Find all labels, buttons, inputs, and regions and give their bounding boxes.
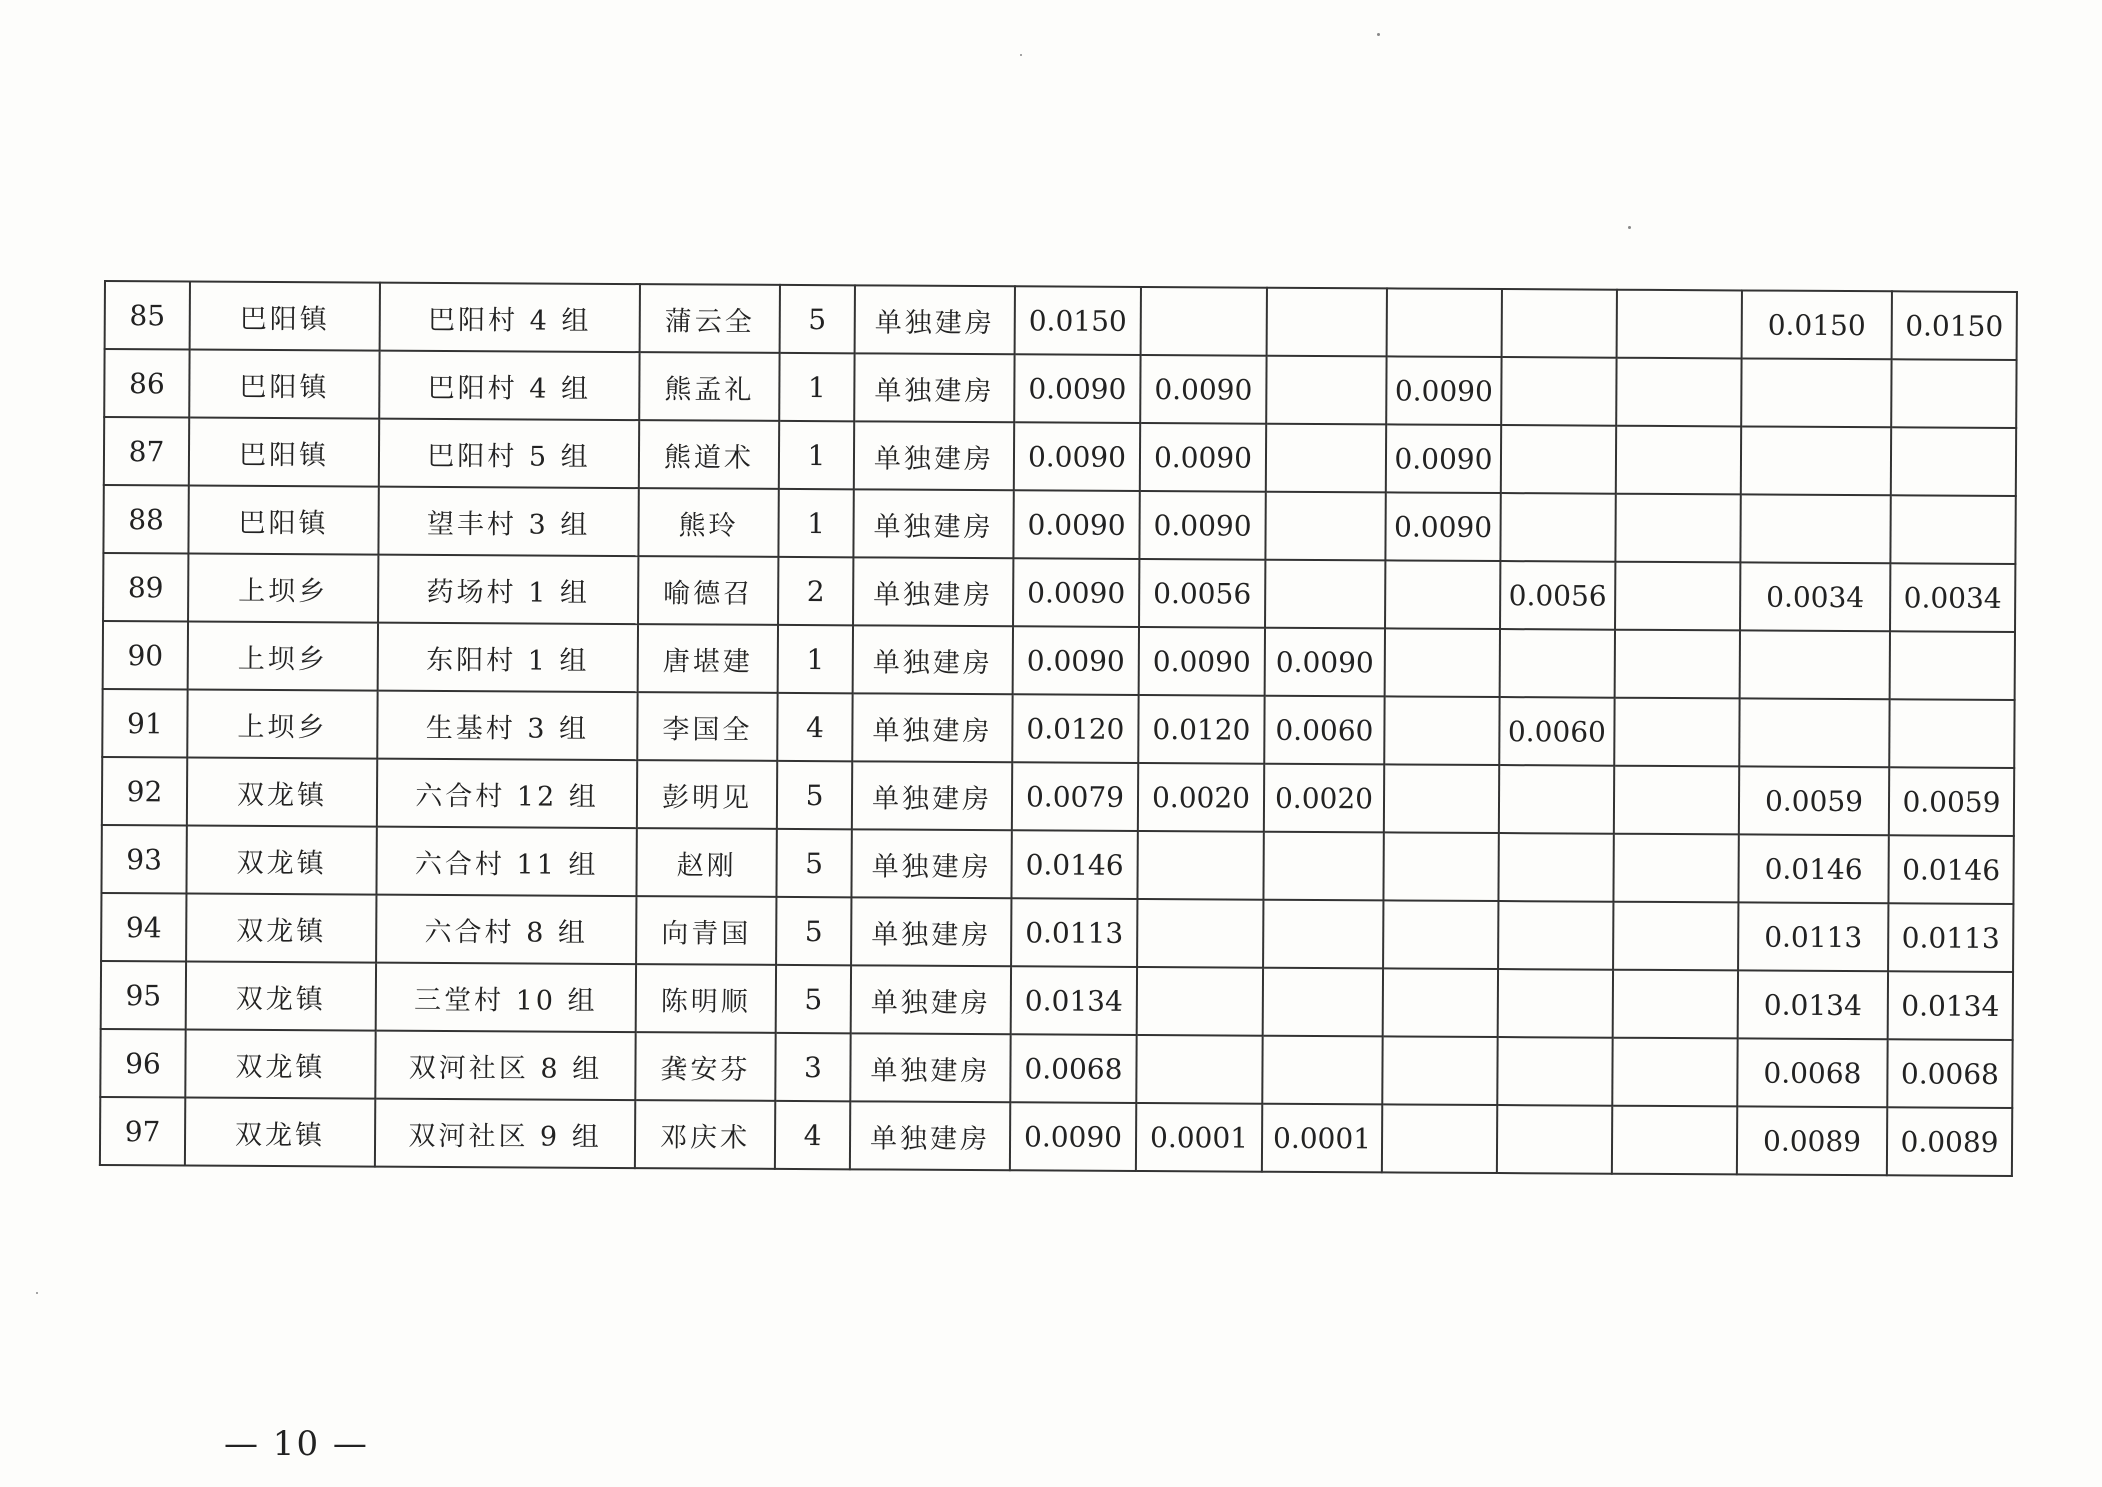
value-cell: 0.0090: [1013, 626, 1139, 695]
village-group-cell: 六合村 11 组: [376, 827, 636, 896]
row-number-cell: 94: [101, 893, 186, 961]
name-cell: 熊孟礼: [639, 352, 779, 421]
row-number-cell: 95: [101, 961, 186, 1029]
value-cell: 0.0090: [1265, 628, 1385, 697]
persons-cell: 2: [778, 557, 853, 625]
value-cell: 0.0150: [1742, 290, 1892, 359]
row-number-cell: 88: [103, 485, 188, 553]
value-cell: 0.0079: [1012, 762, 1138, 831]
value-cell: 0.0113: [1738, 902, 1888, 971]
value-cell: 0.0056: [1139, 559, 1265, 628]
town-cell: 巴阳镇: [190, 281, 380, 350]
town-cell: 巴阳镇: [189, 349, 379, 418]
name-cell: 龚安芬: [635, 1032, 775, 1101]
persons-cell: 4: [775, 1101, 850, 1169]
value-cell: [1497, 1105, 1612, 1174]
table-row: [100, 1097, 2012, 1176]
value-cell: 0.0090: [1140, 423, 1266, 492]
value-cell: [1385, 560, 1500, 629]
town-cell: 双龙镇: [187, 757, 377, 826]
value-cell: 0.0068: [1737, 1038, 1887, 1107]
row-number-cell: 87: [104, 417, 189, 485]
value-cell: [1739, 698, 1889, 767]
value-cell: [1382, 1104, 1497, 1173]
name-cell: 邓庆术: [635, 1100, 775, 1169]
value-cell: 0.0120: [1012, 694, 1138, 763]
value-cell: 0.0134: [1738, 970, 1888, 1039]
town-cell: 双龙镇: [186, 893, 376, 962]
value-cell: [1500, 493, 1615, 562]
town-cell: 双龙镇: [185, 1097, 375, 1166]
value-cell: [1136, 1035, 1262, 1104]
town-cell: 上坝乡: [188, 553, 378, 622]
town-cell: 上坝乡: [188, 621, 378, 690]
value-cell: [1387, 288, 1502, 357]
value-cell: 0.0150: [1015, 286, 1141, 355]
value-cell: [1613, 970, 1738, 1039]
value-cell: [1615, 630, 1740, 699]
build-type-cell: 单独建房: [851, 829, 1011, 898]
value-cell: [1384, 764, 1499, 833]
value-cell: [1616, 426, 1741, 495]
build-type-cell: 单独建房: [850, 1033, 1010, 1102]
page-number: — 10 —: [224, 1424, 369, 1464]
persons-cell: 1: [778, 625, 853, 693]
value-cell: 0.0089: [1887, 1107, 2012, 1176]
table-body: [100, 281, 2017, 1176]
value-cell: 0.0020: [1138, 763, 1264, 832]
value-cell: 0.0146: [1011, 830, 1137, 899]
value-cell: [1263, 900, 1383, 969]
table-row: [102, 689, 2014, 768]
town-cell: 上坝乡: [187, 689, 377, 758]
row-number-cell: 96: [100, 1029, 185, 1097]
scan-speck: [36, 1292, 38, 1294]
village-group-cell: 巴阳村 4 组: [380, 283, 640, 352]
name-cell: 彭明见: [637, 760, 777, 829]
value-cell: [1266, 356, 1386, 425]
value-cell: 0.0090: [1140, 355, 1266, 424]
village-group-cell: 双河社区 9 组: [375, 1099, 635, 1168]
build-type-cell: 单独建房: [850, 1101, 1010, 1170]
build-type-cell: 单独建房: [852, 761, 1012, 830]
table-row: [101, 825, 2013, 904]
value-cell: [1502, 289, 1617, 358]
value-cell: 0.0146: [1738, 834, 1888, 903]
row-number-cell: 85: [105, 281, 190, 349]
value-cell: [1383, 968, 1498, 1037]
village-group-cell: 双河社区 8 组: [375, 1031, 635, 1100]
table-row: [105, 281, 2017, 360]
scan-speck: [1020, 54, 1022, 56]
value-cell: [1890, 495, 2015, 564]
village-group-cell: 三堂村 10 组: [376, 963, 636, 1032]
value-cell: 0.0113: [1888, 903, 2013, 972]
village-group-cell: 六合村 12 组: [377, 759, 637, 828]
value-cell: [1501, 425, 1616, 494]
name-cell: 唐堪建: [638, 624, 778, 693]
value-cell: [1612, 1038, 1737, 1107]
value-cell: [1889, 699, 2014, 768]
value-cell: [1613, 834, 1738, 903]
village-group-cell: 药场村 1 组: [378, 555, 638, 624]
scan-speck: [1628, 226, 1631, 229]
value-cell: 0.0090: [1013, 490, 1139, 559]
value-cell: 0.0134: [1011, 966, 1137, 1035]
row-number-cell: 97: [100, 1097, 185, 1165]
name-cell: 赵刚: [636, 828, 776, 897]
value-cell: [1265, 560, 1385, 629]
value-cell: 0.0120: [1138, 695, 1264, 764]
town-cell: 双龙镇: [186, 825, 376, 894]
value-cell: [1891, 359, 2016, 428]
value-cell: 0.0090: [1386, 424, 1501, 493]
value-cell: 0.0090: [1014, 422, 1140, 491]
value-cell: 0.0059: [1739, 766, 1889, 835]
value-cell: [1615, 562, 1740, 631]
value-cell: 0.0113: [1011, 898, 1137, 967]
value-cell: [1497, 1037, 1612, 1106]
value-cell: [1263, 968, 1383, 1037]
name-cell: 喻德召: [638, 556, 778, 625]
table-row: [104, 349, 2016, 428]
value-cell: 0.0134: [1888, 971, 2013, 1040]
value-cell: 0.0060: [1499, 697, 1614, 766]
persons-cell: 5: [777, 761, 852, 829]
value-cell: 0.0089: [1737, 1106, 1887, 1175]
value-cell: 0.0090: [1386, 356, 1501, 425]
value-cell: [1741, 426, 1891, 495]
value-cell: 0.0001: [1262, 1104, 1382, 1173]
value-cell: [1616, 358, 1741, 427]
row-number-cell: 91: [102, 689, 187, 757]
value-cell: 0.0090: [1010, 1102, 1136, 1171]
value-cell: 0.0090: [1014, 354, 1140, 423]
build-type-cell: 单独建房: [854, 421, 1014, 490]
value-cell: 0.0068: [1010, 1034, 1136, 1103]
name-cell: 向青国: [636, 896, 776, 965]
village-group-cell: 巴阳村 5 组: [379, 419, 639, 488]
value-cell: 0.0090: [1385, 492, 1500, 561]
build-type-cell: 单独建房: [852, 693, 1012, 762]
town-cell: 巴阳镇: [189, 417, 379, 486]
build-type-cell: 单独建房: [853, 557, 1013, 626]
value-cell: 0.0020: [1264, 764, 1384, 833]
table-row: [103, 485, 2015, 564]
persons-cell: 5: [776, 965, 851, 1033]
value-cell: 0.0001: [1136, 1103, 1262, 1172]
persons-cell: 3: [775, 1033, 850, 1101]
value-cell: [1613, 902, 1738, 971]
value-cell: [1498, 833, 1613, 902]
persons-cell: 5: [776, 829, 851, 897]
value-cell: [1141, 287, 1267, 356]
value-cell: [1740, 630, 1890, 699]
land-use-table: [99, 280, 2018, 1177]
table-row: [100, 1029, 2012, 1108]
village-group-cell: 望丰村 3 组: [378, 487, 638, 556]
table-row: [101, 961, 2013, 1040]
value-cell: [1137, 831, 1263, 900]
value-cell: [1267, 288, 1387, 357]
value-cell: 0.0059: [1889, 767, 2014, 836]
row-number-cell: 90: [103, 621, 188, 689]
value-cell: 0.0090: [1139, 491, 1265, 560]
value-cell: [1265, 492, 1385, 561]
build-type-cell: 单独建房: [853, 625, 1013, 694]
build-type-cell: 单独建房: [853, 489, 1013, 558]
value-cell: [1740, 494, 1890, 563]
value-cell: [1383, 900, 1498, 969]
row-number-cell: 93: [101, 825, 186, 893]
village-group-cell: 生基村 3 组: [377, 691, 637, 760]
name-cell: 熊道术: [639, 420, 779, 489]
value-cell: [1615, 494, 1740, 563]
value-cell: [1890, 631, 2015, 700]
row-number-cell: 92: [102, 757, 187, 825]
value-cell: [1498, 969, 1613, 1038]
value-cell: 0.0090: [1139, 627, 1265, 696]
village-group-cell: 巴阳村 4 组: [379, 351, 639, 420]
value-cell: 0.0034: [1740, 562, 1890, 631]
value-cell: 0.0034: [1890, 563, 2015, 632]
scan-speck: [1377, 33, 1380, 36]
value-cell: [1266, 424, 1386, 493]
value-cell: [1614, 766, 1739, 835]
build-type-cell: 单独建房: [855, 285, 1015, 354]
town-cell: 巴阳镇: [188, 485, 378, 554]
value-cell: [1614, 698, 1739, 767]
value-cell: 0.0060: [1264, 696, 1384, 765]
name-cell: 蒲云全: [640, 284, 780, 353]
value-cell: 0.0150: [1892, 291, 2017, 360]
row-number-cell: 89: [103, 553, 188, 621]
persons-cell: 1: [778, 489, 853, 557]
value-cell: [1137, 899, 1263, 968]
persons-cell: 5: [776, 897, 851, 965]
village-group-cell: 东阳村 1 组: [378, 623, 638, 692]
persons-cell: 4: [777, 693, 852, 761]
value-cell: [1500, 629, 1615, 698]
value-cell: [1262, 1036, 1382, 1105]
persons-cell: 5: [780, 285, 855, 353]
table-row: [102, 757, 2014, 836]
table-row: [101, 893, 2013, 972]
value-cell: 0.0068: [1887, 1039, 2012, 1108]
village-group-cell: 六合村 8 组: [376, 895, 636, 964]
value-cell: [1383, 832, 1498, 901]
build-type-cell: 单独建房: [854, 353, 1014, 422]
row-number-cell: 86: [104, 349, 189, 417]
build-type-cell: 单独建房: [851, 897, 1011, 966]
name-cell: 熊玲: [638, 488, 778, 557]
persons-cell: 1: [779, 421, 854, 489]
name-cell: 李国全: [637, 692, 777, 761]
table-row: [103, 553, 2015, 632]
build-type-cell: 单独建房: [851, 965, 1011, 1034]
value-cell: [1499, 765, 1614, 834]
value-cell: [1891, 427, 2016, 496]
value-cell: [1498, 901, 1613, 970]
table-row: [104, 417, 2016, 496]
name-cell: 陈明顺: [636, 964, 776, 1033]
value-cell: [1612, 1106, 1737, 1175]
value-cell: [1501, 357, 1616, 426]
value-cell: [1741, 358, 1891, 427]
value-cell: [1617, 290, 1742, 359]
value-cell: 0.0090: [1013, 558, 1139, 627]
value-cell: [1382, 1036, 1497, 1105]
town-cell: 双龙镇: [186, 961, 376, 1030]
value-cell: [1137, 967, 1263, 1036]
town-cell: 双龙镇: [185, 1029, 375, 1098]
value-cell: [1384, 696, 1499, 765]
persons-cell: 1: [779, 353, 854, 421]
table-row: [103, 621, 2015, 700]
value-cell: [1263, 832, 1383, 901]
value-cell: 0.0056: [1500, 561, 1615, 630]
value-cell: 0.0146: [1888, 835, 2013, 904]
value-cell: [1385, 628, 1500, 697]
